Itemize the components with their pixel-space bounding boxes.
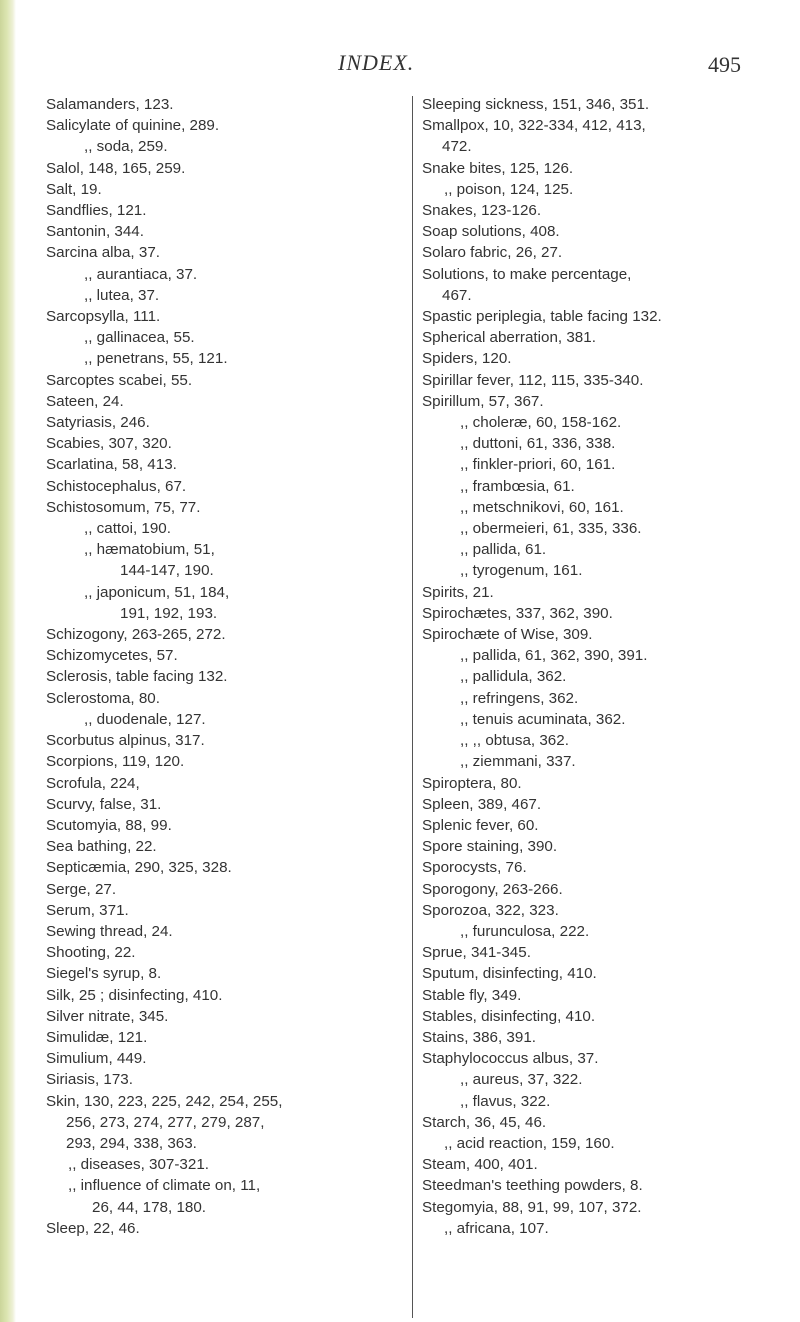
index-entry: Staphylococcus albus, 37. bbox=[422, 1050, 599, 1068]
index-entry: Sleep, 22, 46. bbox=[46, 1219, 140, 1237]
index-entry: ,, hæmatobium, 51, bbox=[84, 541, 215, 559]
index-entry: Sewing thread, 24. bbox=[46, 922, 173, 940]
index-entry: Schizogony, 263-265, 272. bbox=[46, 626, 226, 644]
index-entry: Schizomycetes, 57. bbox=[46, 647, 178, 665]
index-entry: ,, ,, obtusa, 362. bbox=[460, 732, 569, 750]
index-entry: 256, 273, 274, 277, 279, 287, bbox=[66, 1113, 265, 1131]
index-entry: ,, pallida, 61. bbox=[460, 541, 547, 559]
index-entry: ,, refringens, 362. bbox=[460, 689, 579, 707]
index-entry: Starch, 36, 45, 46. bbox=[422, 1113, 547, 1131]
index-entry: Sprue, 341-345. bbox=[422, 944, 531, 962]
index-entry: Smallpox, 10, 322-334, 412, 413, bbox=[422, 117, 646, 135]
index-entry: ,, gallinacea, 55. bbox=[84, 329, 195, 347]
index-entry: Stains, 386, 391. bbox=[422, 1028, 536, 1046]
index-entry: Sateen, 24. bbox=[46, 392, 124, 410]
index-entry: Spirochætes, 337, 362, 390. bbox=[422, 604, 613, 622]
index-entry: ,, metschnikovi, 60, 161. bbox=[460, 498, 624, 516]
index-entry: Siriasis, 173. bbox=[46, 1071, 133, 1089]
index-entry: Sea bathing, 22. bbox=[46, 838, 157, 856]
index-entry: Salt, 19. bbox=[46, 180, 102, 198]
index-column-right bbox=[422, 94, 782, 1239]
index-entry: Sporogony, 263-266. bbox=[422, 880, 563, 898]
index-entry: 26, 44, 178, 180. bbox=[92, 1198, 207, 1216]
index-entry: ,, soda, 259. bbox=[84, 138, 168, 156]
index-entry: ,, duttoni, 61, 336, 338. bbox=[460, 435, 616, 453]
index-entry: Spirochæte of Wise, 309. bbox=[422, 626, 593, 644]
index-entry: Silver nitrate, 345. bbox=[46, 1007, 169, 1025]
index-entry: Splenic fever, 60. bbox=[422, 816, 539, 834]
index-entry: Sclerosis, table facing 132. bbox=[46, 668, 228, 686]
index-entry: ,, ziemmani, 337. bbox=[460, 753, 576, 771]
index-entry: Spastic periplegia, table facing 132. bbox=[422, 308, 662, 326]
index-entry: Scutomyia, 88, 99. bbox=[46, 816, 172, 834]
index-entry: ,, africana, 107. bbox=[444, 1219, 549, 1237]
index-entry: Salol, 148, 165, 259. bbox=[46, 159, 186, 177]
index-entry: Snakes, 123-126. bbox=[422, 202, 542, 220]
index-entry: Sporocysts, 76. bbox=[422, 859, 527, 877]
index-entry: Sarcina alba, 37. bbox=[46, 244, 160, 262]
index-entry: Simulium, 449. bbox=[46, 1050, 147, 1068]
index-entry: Serge, 27. bbox=[46, 880, 117, 898]
index-entry: ,, aureus, 37, 322. bbox=[460, 1071, 583, 1089]
index-entry: Scorbutus alpinus, 317. bbox=[46, 732, 205, 750]
index-entry: ,, furunculosa, 222. bbox=[460, 922, 590, 940]
index-entry: Soap solutions, 408. bbox=[422, 223, 560, 241]
index-entry: Spherical aberration, 381. bbox=[422, 329, 596, 347]
index-entry: Siegel's syrup, 8. bbox=[46, 965, 162, 983]
index-entry: Simulidæ, 121. bbox=[46, 1028, 148, 1046]
index-entry: Spirillum, 57, 367. bbox=[422, 392, 544, 410]
index-entry: 293, 294, 338, 363. bbox=[66, 1134, 197, 1152]
index-entry: Sclerostoma, 80. bbox=[46, 689, 160, 707]
index-entry: Sporozoa, 322, 323. bbox=[422, 901, 559, 919]
page-binding-edge bbox=[0, 0, 16, 1322]
index-entry: ,, obermeieri, 61, 335, 336. bbox=[460, 520, 642, 538]
index-entry: ,, cattoi, 190. bbox=[84, 520, 171, 538]
index-entry: ,, flavus, 322. bbox=[460, 1092, 551, 1110]
index-entry: Solaro fabric, 26, 27. bbox=[422, 244, 563, 262]
index-entry: ,, choleræ, 60, 158-162. bbox=[460, 414, 622, 432]
index-entry: Satyriasis, 246. bbox=[46, 414, 150, 432]
index-entry: ,, pallidula, 362. bbox=[460, 668, 567, 686]
index-entry: Skin, 130, 223, 225, 242, 254, 255, bbox=[46, 1092, 283, 1110]
index-entry: Scorpions, 119, 120. bbox=[46, 753, 185, 771]
index-entry: Scurvy, false, 31. bbox=[46, 795, 162, 813]
index-entry: Septicæmia, 290, 325, 328. bbox=[46, 859, 232, 877]
index-entry: 191, 192, 193. bbox=[120, 604, 218, 622]
index-entry: ,, penetrans, 55, 121. bbox=[84, 350, 228, 368]
index-entry: ,, aurantiaca, 37. bbox=[84, 265, 198, 283]
index-entry: Sarcoptes scabei, 55. bbox=[46, 371, 193, 389]
index-entry: Sandflies, 121. bbox=[46, 202, 147, 220]
index-entry: ,, diseases, 307-321. bbox=[68, 1156, 209, 1174]
index-entry: Spirits, 21. bbox=[422, 583, 494, 601]
index-entry: Stables, disinfecting, 410. bbox=[422, 1007, 596, 1025]
index-entry: 467. bbox=[442, 286, 472, 304]
index-entry: ,, frambœsia, 61. bbox=[460, 477, 575, 495]
page-header bbox=[0, 50, 800, 90]
index-entry: Scabies, 307, 320. bbox=[46, 435, 172, 453]
index-entry: Snake bites, 125, 126. bbox=[422, 159, 574, 177]
index-entry: Steam, 400, 401. bbox=[422, 1156, 538, 1174]
index-entry: Schistosomum, 75, 77. bbox=[46, 498, 201, 516]
index-entry: Silk, 25 ; disinfecting, 410. bbox=[46, 986, 223, 1004]
page-title: INDEX. bbox=[338, 50, 415, 75]
column-divider bbox=[412, 96, 413, 1318]
index-entry: Spirillar fever, 112, 115, 335-340. bbox=[422, 371, 644, 389]
index-entry: Sputum, disinfecting, 410. bbox=[422, 965, 597, 983]
index-entry: ,, duodenale, 127. bbox=[84, 710, 206, 728]
index-entry: Scrofula, 224, bbox=[46, 774, 140, 792]
index-entry: Serum, 371. bbox=[46, 901, 129, 919]
index-entry: Shooting, 22. bbox=[46, 944, 136, 962]
index-entry: ,, tyrogenum, 161. bbox=[460, 562, 583, 580]
index-entry: Spiroptera, 80. bbox=[422, 774, 522, 792]
index-entry: ,, poison, 124, 125. bbox=[444, 180, 574, 198]
index-entry: 144-147, 190. bbox=[120, 562, 214, 580]
index-column-left bbox=[46, 94, 404, 1239]
index-entry: Stable fly, 349. bbox=[422, 986, 522, 1004]
index-entry: Steedman's teething powders, 8. bbox=[422, 1177, 643, 1195]
index-entry: Scarlatina, 58, 413. bbox=[46, 456, 177, 474]
index-entry: Schistocephalus, 67. bbox=[46, 477, 187, 495]
index-entry: Santonin, 344. bbox=[46, 223, 144, 241]
index-entry: 472. bbox=[442, 138, 472, 156]
index-entry: Solutions, to make percentage, bbox=[422, 265, 632, 283]
index-entry: Salicylate of quinine, 289. bbox=[46, 117, 220, 135]
index-entry: ,, tenuis acuminata, 362. bbox=[460, 710, 626, 728]
index-entry: Spiders, 120. bbox=[422, 350, 512, 368]
index-entry: ,, acid reaction, 159, 160. bbox=[444, 1134, 615, 1152]
index-entry: Sleeping sickness, 151, 346, 351. bbox=[422, 96, 650, 113]
index-entry: Salamanders, 123. bbox=[46, 96, 174, 113]
index-entry: ,, finkler-priori, 60, 161. bbox=[460, 456, 616, 474]
index-entry: ,, pallida, 61, 362, 390, 391. bbox=[460, 647, 648, 665]
index-entry: Spleen, 389, 467. bbox=[422, 795, 542, 813]
index-entry: ,, lutea, 37. bbox=[84, 286, 160, 304]
index-entry: Sarcopsylla, 111. bbox=[46, 308, 161, 326]
index-entry: Spore staining, 390. bbox=[422, 838, 558, 856]
page-number: 495 bbox=[708, 52, 741, 77]
index-entry: ,, japonicum, 51, 184, bbox=[84, 583, 230, 601]
index-entry: ,, influence of climate on, 11, bbox=[68, 1177, 261, 1195]
index-entry: Stegomyia, 88, 91, 99, 107, 372. bbox=[422, 1198, 642, 1216]
